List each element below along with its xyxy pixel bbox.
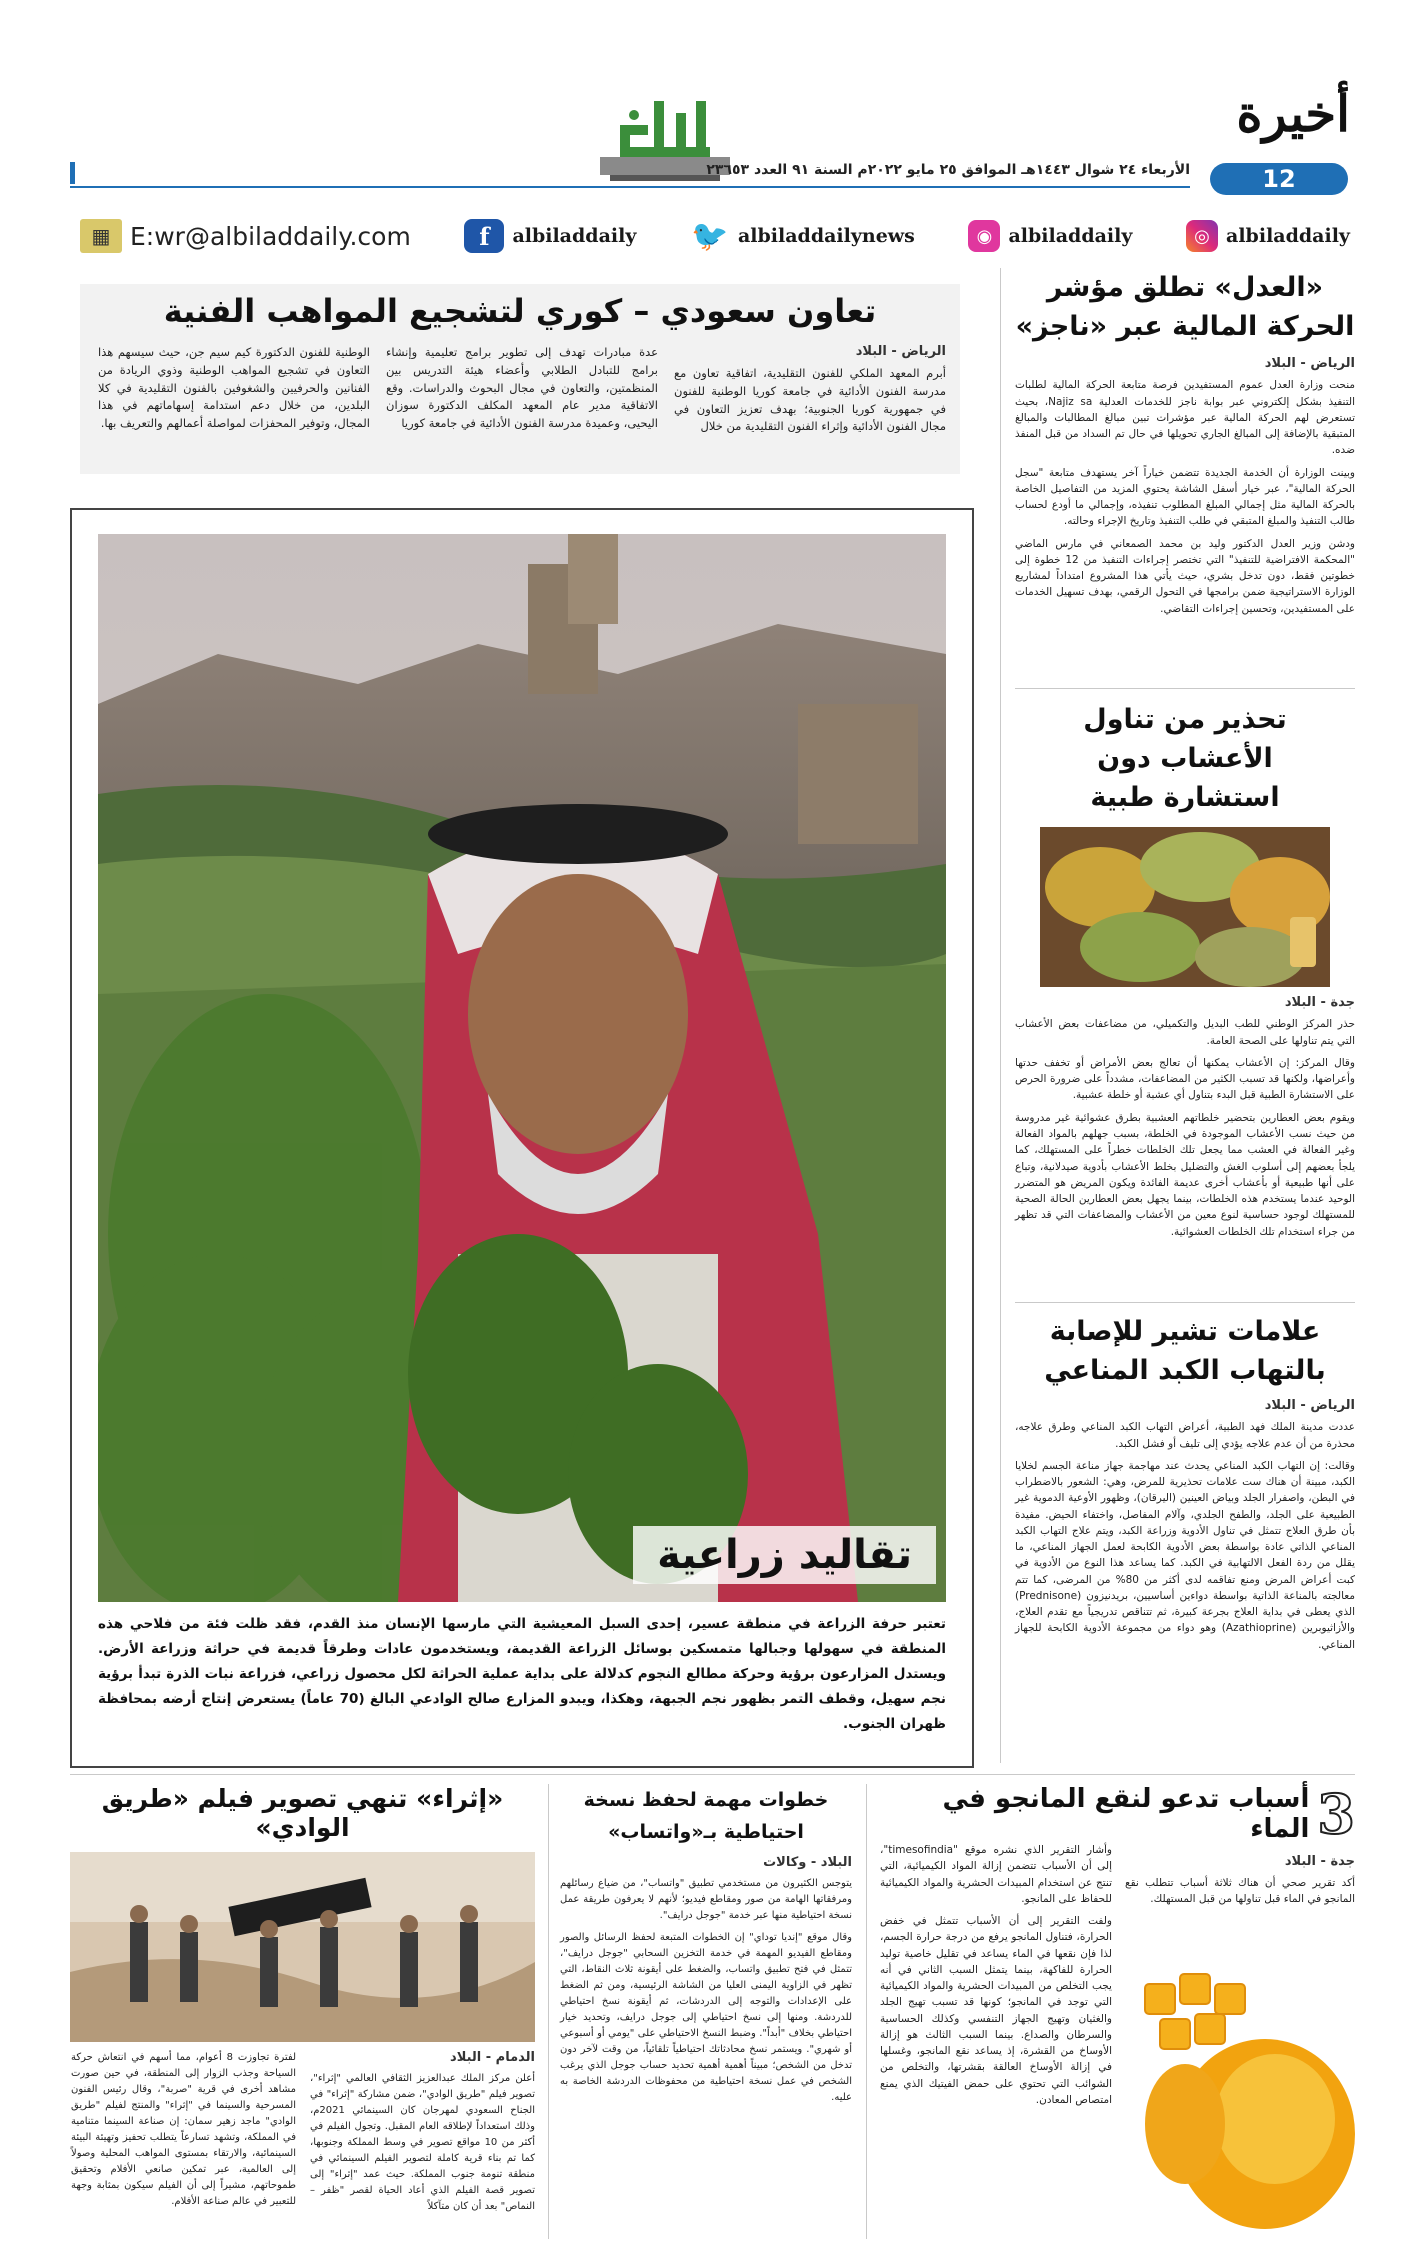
liver-headline: علامات تشير للإصابة بالتهاب الكبد المناعي — [1044, 1316, 1326, 1387]
film-column-1 — [310, 2050, 535, 2221]
mango-paragraph: وأشار التقرير الذي نشره موقع "timesofindia"، إلى أن الأسباب تتضمن إزالة المواد الكيميائية، التي تنتج عن استخدام المبيدات الحشرية والمواد الكيميائية للحفاظ على المانجو. — [880, 1844, 1112, 1905]
liver-dateline: الرياض - البلاد — [1264, 1398, 1355, 1414]
lead-story-paragraph: أبرم المعهد الملكي للفنون التقليدية، اتفاقية تعاون مع مدرسة الفنون الأدائية في جامعة كوريا الوطنية للفنون في جمهورية كوريا الجنوبية؛ بهدف تعزيز التعاون في مجال الفنون الأدائية وإثراء الفنون التقليدية من خلال — [674, 366, 946, 434]
film-paragraph: أعلن مركز الملك عبدالعزيز الثقافي العالمي "إثراء"، تصوير فيلم "طريق الوادي"، ضمن مشاركة "إثراء" في الجناح السعودي لمهرجان كان السينمائي 2021م، وذلك استعداداً لإطلاقه العام المقبل. وتجول الفيلم في أكثر من 10 مواقع تصوير في وسط المملكة وجنوبها، كما تم بناء قرية كاملة لتصوير الفيلم السينمائي في منطقة تنومة جنوب المملكة. حيث عمد "إثراء" إلى تصوير قصة الفيلم الذي أعاد الحياة لقصر "ظفر – النماص" بعد أن كان متآكلاً — [310, 2073, 535, 2212]
mango-image-icon — [1125, 1944, 1355, 2234]
film-paragraph: لفترة تجاوزت 8 أعوام، مما أسهم في انتعاش حركة السياحة وجذب الزوار إلى المنطقة، في حين صورت مشاهد أخرى في قرية "صربة"، وقال رئيس الفنون المسرحية والسينما في "إثراء" والمنتج لفيلم "طريق الوادي" ماجد زهير سمان: إن صناعة السينما متنامية في المملكة، وتشهد تسارعاً يتطلب تحفيز وتهيئة البيئة السينمائية، والارتقاء بمستوى المواهب المحلية وصولاً إلى العالمية، عبر تمكين صانعي الأفلام وتحقيق طموحاتهم، مشيراً إلى أن الفيلم سيكون بمثابة وجهة للتعبير في عالم صناعة الأفلام. — [71, 2052, 296, 2207]
justice-paragraph: ودشن وزير العدل الدكتور وليد بن محمد الصمعاني في مارس الماضي "المحكمة الافتراضية للتنفيذ" التي تختصر إجراءات التنفيذ من 12 خطوة إلى خطوتين فقط، دون تدخل بشري، حيث يأتي هذا المشروع امتداداً لمشاريع الوزارة الاستراتيجية ضمن برامجها في التحول الرقمي، بهدف تسهيل الخدمات على المستفيدين، وتحسين إجراءات التقاضي. — [1015, 537, 1355, 615]
facebook-icon: f — [464, 219, 504, 253]
farmer-photo-illustration — [98, 534, 946, 1602]
lead-column-3 — [98, 344, 370, 442]
film-photo — [70, 1852, 535, 2042]
mango-headline: أسباب تدعو لنقع المانجو في الماء — [942, 1784, 1310, 1844]
twitter-icon: 🐦 — [691, 218, 729, 254]
sidebar-rule — [1015, 1302, 1355, 1303]
herbs-image-icon — [1040, 827, 1330, 987]
film-story — [70, 1784, 535, 2239]
lead-story — [80, 284, 960, 474]
snapchat-link[interactable] — [968, 220, 1132, 252]
page-number-badge — [1210, 163, 1348, 195]
film-dateline: الدمام - البلاد — [450, 2050, 535, 2065]
mango-dateline: جدة - البلاد — [1284, 1854, 1355, 1869]
mango-photo — [1125, 1944, 1355, 2234]
lead-story-paragraph: الوطنية للفنون الدكتورة كيم سيم جن، حيث سيسهم هذا التعاون في تشجيع المواهب الوطنية وذوي الريادة من الفنانين والحرفيين والشغوفين بالفنون التقليدية في كلا البلدين، من خلال دعم استدامة إسهاماتهم في هذا المجال، وتوفير المحفزات لمواصلة أعمالهم والتعريف بها. — [98, 345, 370, 431]
mango-paragraph: أكد تقرير صحي أن هناك ثلاثة أسباب تتطلب نقع المانجو في الماء قبل تناولها من قبل المستهلك. — [1125, 1877, 1355, 1906]
mango-paragraph: ولفت التقرير إلى أن الأسباب تتمثل في خفض الحرارة، فتناول المانجو يرفع من درجة حرارة الجسم، لذا فإن نقعها في الماء يساعد في تقليل خاصية توليد الحرارة للفاكهة، بينما يتمثل السبب الثاني في أنه يجب التخلص من المبيدات الحشرية والمواد الكيميائية التي توجد في المانجو؛ كونها قد تسبب تهيج الجلد والغثيان وتهيج الجهاز التنفسي وكذلك الحساسية والسرطان والصداع. بينما السبب الثالث هو إزالة الأوساخ من القشرة، إذ يساعد نقع المانجو، وغسلها في إزالة الأوساخ العالقة بقشرتها، والتخلص من الشوائب التي تحتوي على حمض الفيتيك الذي يمنع امتصاص المعادن. — [880, 1915, 1112, 2106]
masthead — [0, 0, 1420, 205]
whatsapp-paragraph: وقال موقع "إنديا توداي" إن الخطوات المتبعة لحفظ الرسائل والصور ومقاطع الفيديو المهمة في خدمة التخزين السحابي "جوجل درايف"، تتمثل في فتح تطبيق واتساب، والضغط على أيقونة ثلاث النقاط، التي تظهر في الزاوية اليمنى العليا من الشاشة الرئيسية، ومن ثم الضغط على الإعدادات والتوجه إلى الدردشات، ثم أيقونة نسخ احتياطي للدردشة. ومنها إلى نسخ احتياطي إلى جوجل درايف، وتحديد خيار احتياطي بخلاف "أبداً". وضبط النسخ الاحتياطي على "يومي أو أسبوعي أو شهري". ويستمر نسخ محادثاتك احتياطياً تلقائياً، من وقت لآخر دون تدخل من الشخص؛ مبيناً أهمية أهمية تحديد حساب جوجل الذي يرغب الشخص في عمل نسخة احتياطية من محفوظات الدردشة الخاصة به عليه. — [560, 1931, 852, 2103]
film-set-image-icon — [70, 1852, 535, 2042]
film-column-2 — [71, 2050, 296, 2221]
email-link[interactable] — [80, 219, 411, 253]
photo-caption-text: تعتبر حرفة الزراعة في منطقة عسير، إحدى السبل المعيشية التي مارسها الإنسان منذ القدم، فقد ظلت فئة من فلاحي هذه المنطقة في سهولها وجبالها متمسكين بوسائل الزراعة القديمة، ويستخدمون عادات وطرقاً قديمة في حراثة وزراعة الأرض. ويستدل المزارعون برؤية وحركة مطالع النجوم كدلالة على بداية عملية الحراثة لكل محصول زراعي، فزراعة نبات الذرة تبدأ برؤية نجم سهيل، وقطف التمر بظهور نجم الجبهة، وهكذا، ويبدو المزارع صالح الوادعي البالغ (70 عاماً) يستعرض إنتاج أرضه بمحافظة ظهران الجنوب. — [98, 1616, 946, 1732]
instagram-link[interactable] — [1186, 220, 1350, 252]
mango-col-right — [1125, 1854, 1355, 1914]
photo-caption-title: تقاليد زراعية — [633, 1526, 936, 1584]
photo-feature — [70, 508, 974, 1768]
justice-headline: «العدل» تطلق مؤشر الحركة المالية عبر «ناجز» — [1015, 272, 1355, 343]
herbs-paragraph: وقال المركز: إن الأعشاب يمكنها أن تعالج بعض الأمراض أو تخفف حدتها وأعراضها، ولكنها قد تسبب الكثير من المضاعفات، مشدداً على ضرورة الحرص على الاستشارة الطبية قبل البدء بتناول أي عشبة أو خلطة عشبية. — [1015, 1056, 1355, 1102]
lead-story-headline: تعاون سعودي – كوري لتشجيع المواهب الفنية — [163, 292, 877, 330]
sidebar-story-justice — [1015, 268, 1355, 623]
dateline-bar — [70, 162, 1190, 188]
herbs-paragraph: حذر المركز الوطني للطب البديل والتكميلي، من مضاعفات بعض الأعشاب التي يتم تناولها على الصحة العامة. — [1015, 1018, 1355, 1047]
lead-column-2 — [386, 344, 658, 442]
film-columns — [70, 2050, 535, 2221]
snapchat-handle: albiladdaily — [1008, 225, 1133, 247]
lead-story-dateline: الرياض - البلاد — [855, 344, 946, 359]
liver-paragraph: وقالت: إن التهاب الكبد المناعي يحدث عند مهاجمة جهاز مناعة الجسم لخلايا الكبد، مبينة أن هناك ست علامات تحذيرية للمرض، وهي: الشعور بالاضطراب في البطن، واصفرار الجلد وبياض العينين (اليرقان)، وظهور الأوعية الدموية غير الطبيعية على الجلد، والطفح الجلدي، وآلام المفاصل، واختفاء الحيض. مفيدة بأن طرق العلاج تتمثل في تناول الأدوية وزراعة الكبد، ويتم علاج التهاب الكبد المناعي الذاتي عادة بواسطة بعض الأدوية الكابحة لعمل الجهاز المناعي، ما يقلل من ردة الفعل الالتهابية في الكبد. كما يساعد هذا النوع من الأدوية في كبت أعراض المرض ومنع تفاقمه لدى أكثر من 80% من المرضى، كما تتم معالجته بالمناعة الذاتية بواسطة دواءين أساسيين، بريدنيزون (Prednisone) الذي يعطى في بداية العلاج بجرعة كبيرة، ثم تتناقص تدريجياً مع تقدم العلاج، والأزاثيوبرين (Azathioprine) وهو دواء من مجموعة الأدوية الكابحة للجهاز المناعي. — [1015, 1459, 1355, 1651]
herbs-headline: تحذير من تناول الأعشاب دون استشارة طبية — [1083, 704, 1287, 814]
film-headline: «إثراء» تنهي تصوير فيلم «طريق الوادي» — [101, 1784, 504, 1842]
bottom-column-rule — [866, 1784, 867, 2239]
instagram-icon: ◎ — [1186, 220, 1218, 252]
whatsapp-story — [560, 1784, 852, 2239]
mango-story — [880, 1784, 1355, 2239]
sidebar-rule — [1015, 688, 1355, 689]
email-address: E:wr@albiladdaily.com — [130, 221, 411, 251]
snapchat-icon: ◉ — [968, 220, 1000, 252]
twitter-link[interactable] — [690, 220, 915, 252]
mango-col-left — [880, 1842, 1112, 2114]
lead-column-1 — [674, 344, 946, 442]
sidebar-story-herbs — [1015, 700, 1355, 1246]
bottom-column-rule — [548, 1784, 549, 2239]
facebook-handle: albiladdaily — [512, 225, 637, 247]
sidebar-story-liver — [1015, 1312, 1355, 1659]
justice-dateline: الرياض - البلاد — [1264, 356, 1355, 372]
twitter-handle: albiladdailynews — [737, 225, 915, 247]
justice-paragraph: وبينت الوزارة أن الخدمة الجديدة تتضمن خياراً آخر يستهدف متابعة "سجل الحركة المالية"، عبر خيار أسفل الشاشة يحتوي المزيد من التفاصيل الخاصة بالحركة المالية مثل إجمالي المبلغ المطلوب تنفيذه، وإجمالي ما أودع لحساب طالب التنفيذ والمبلغ المتبقي في طلب التنفيذ وتاريخ الإجراء وحالته. — [1015, 466, 1355, 528]
justice-paragraph: منحت وزارة العدل عموم المستفيدين فرصة متابعة الحركة المالية لطلبات التنفيذ بشكل إلكتروني عبر بوابة ناجز للخدمات العدلية Najiz sa، بحيث تستعرض لهم الحركة المالية عبر مؤشرات تبين مبالغ المطالبات والمبالغ المتبقية بالإضافة إلى المبالغ الجاري تحويلها في حال تم السداد من قبل المنفذ ضده. — [1015, 379, 1355, 457]
dateline-marker — [70, 162, 75, 184]
instagram-handle: albiladdaily — [1226, 225, 1350, 247]
social-bar — [80, 214, 1350, 258]
whatsapp-paragraph: يتوجس الكثيرون من مستخدمي تطبيق "واتساب"، من ضياع رسائلهم ومرفقاتها الهامة من صور ومقاطع فيديو؛ لأنهم لا يعرفون طريقة عمل نسخة احتياطية منها عبر خدمة "جوجل درايف". — [560, 1877, 852, 1921]
herbs-paragraph: ويقوم بعض العطارين بتحضير خلطاتهم العشبية بطرق عشوائية غير مدروسة من حيث نسب الأعشاب الموجودة في الخلطة، بسبب جهلهم بالمواد الفعالة وغير الفعالة في العشب مما يجعل تلك الخلطات خطراً على المستهلك، كما يلجأ بعضهم إلى أسلوب الغش والتضليل بخلط الأعشاب بأدوية صيدلانية، وتباع على أنها طبيعية أو بأعشاب أخرى عديمة الفائدة ويكون المريض هو المتضرر الوحيد عندما يستخدم هذه الخلطات، بينما يجهل بعض العطارين الحالة الصحية للمستهلك لوجود حساسية لنوع معين من الأعشاب والمضاعفات التي قد تظهر من جراء استخدام تلك الخلطات العشوائية. — [1015, 1111, 1355, 1238]
section-title: أخيرة — [1236, 84, 1350, 143]
page-number: 12 — [1262, 165, 1296, 193]
bottom-section-rule — [70, 1774, 1355, 1775]
facebook-link[interactable] — [464, 219, 636, 253]
feature-photo — [98, 534, 946, 1602]
qr-code-icon: ▦ — [80, 219, 122, 253]
mango-number: 3 — [1317, 1782, 1355, 1846]
herbs-dateline: جدة - البلاد — [1284, 995, 1355, 1011]
sidebar-divider — [1000, 268, 1001, 1763]
issue-dateline: الأربعاء ٢٤ شوال ١٤٤٣هـ الموافق ٢٥ مايو ٢٠٢٢م السنة ٩١ العدد ٢٣٦٥٣ — [706, 162, 1190, 178]
lead-story-columns — [94, 344, 946, 442]
liver-paragraph: عددت مدينة الملك فهد الطبية، أعراض التهاب الكبد المناعي وطرق علاجه، محذرة من أن عدم علاجه يؤدي إلى تليف أو فشل الكبد. — [1015, 1421, 1355, 1450]
mango-headline-row — [880, 1784, 1355, 1844]
lead-story-paragraph: عدة مبادرات تهدف إلى تطوير برامج تعليمية وإنشاء برامج للتبادل الطلابي وأعضاء هيئة التدريس بين المنظمتين، والتعاون في مجال البحوث والدراسات. وقع الاتفاقية مدير عام المعهد المكلف الدكتورة سوزان اليحيى، وعميدة مدرسة الفنون الأدائية في جامعة كوريا — [386, 345, 658, 431]
whatsapp-headline: خطوات مهمة لحفظ نسخة احتياطية بـ«واتساب» — [583, 1789, 829, 1844]
logo-text — [590, 95, 591, 96]
sidebar — [1015, 268, 1355, 1763]
whatsapp-dateline: البلاد - وكالات — [763, 1854, 852, 1870]
herbs-photo — [1040, 827, 1330, 987]
